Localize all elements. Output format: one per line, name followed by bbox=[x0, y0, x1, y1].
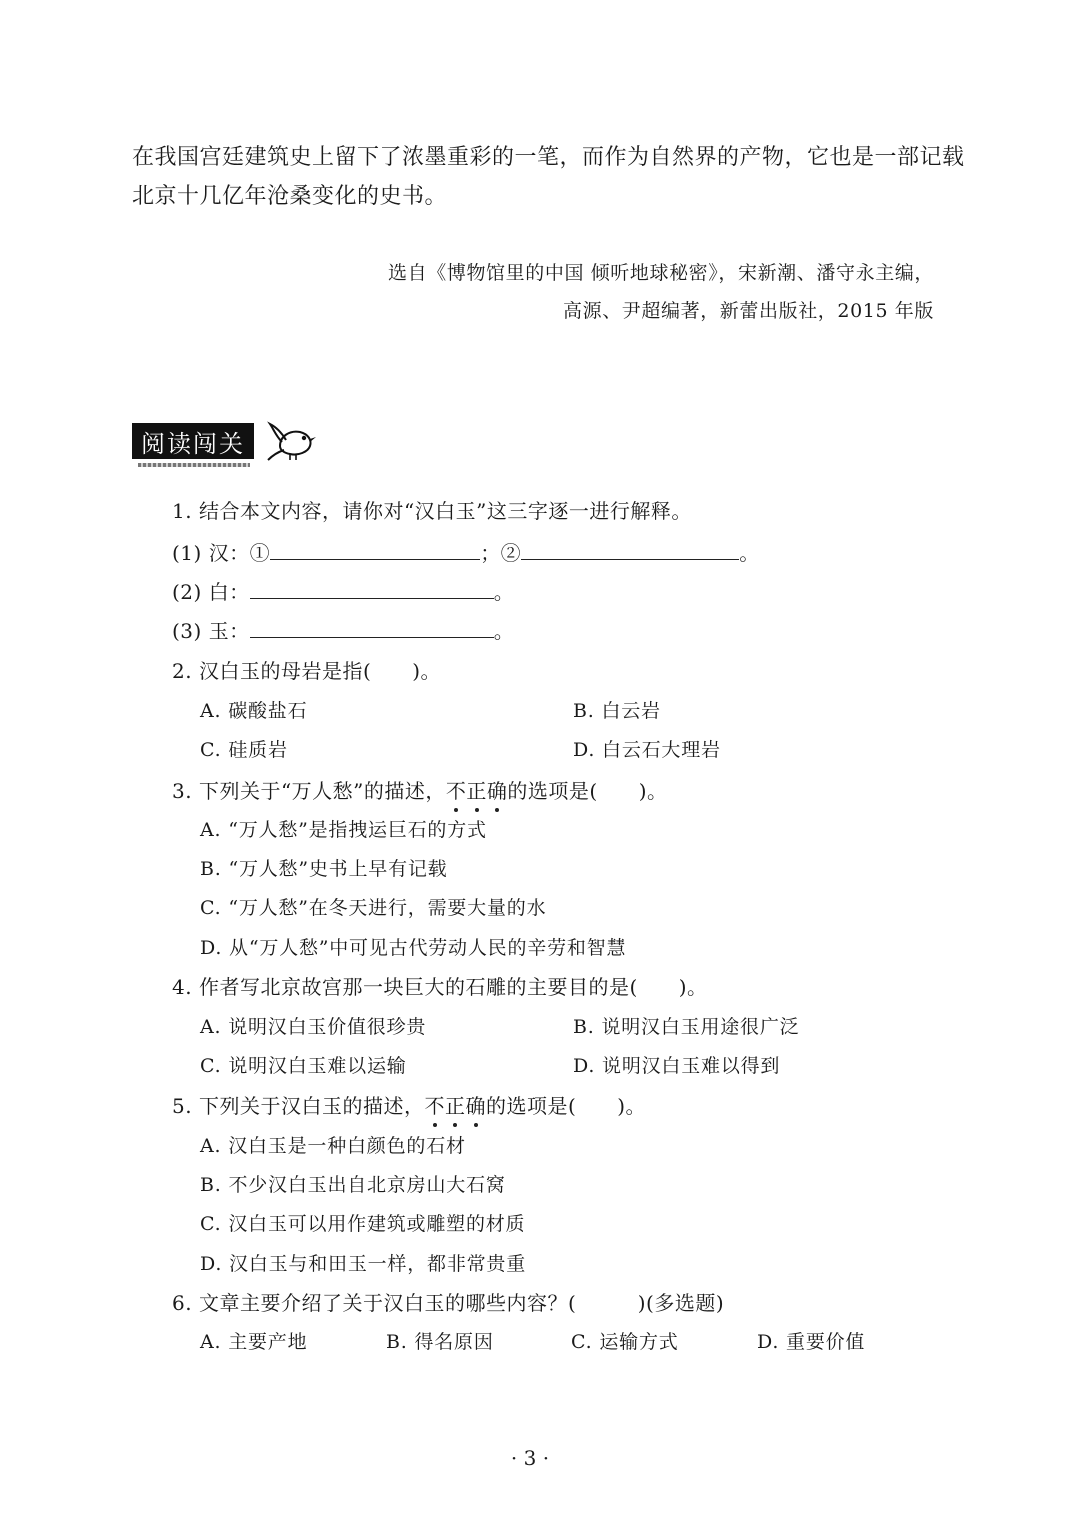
q6-option-a[interactable]: A. 主要产地 bbox=[200, 1331, 308, 1353]
q1-sub2-end: 。 bbox=[493, 580, 515, 604]
q3-emphasis-char-3: 确 bbox=[487, 775, 508, 804]
q1-sub1-label: (1) 汉：① bbox=[172, 541, 271, 565]
q5-stem-post: 的选项是( )。 bbox=[485, 1094, 647, 1118]
q1-stem: 1. 结合本文内容，请你对“汉白玉”这三字逐一进行解释。 bbox=[172, 499, 692, 523]
q5-emphasis-char-1: 不 bbox=[424, 1090, 445, 1119]
passage-line-2: 北京十几亿年沧桑变化的史书。 bbox=[132, 184, 448, 209]
q4-option-c[interactable]: C. 说明汉白玉难以运输 bbox=[200, 1055, 407, 1077]
q6-option-c[interactable]: C. 运输方式 bbox=[571, 1331, 679, 1353]
q6-stem: 6. 文章主要介绍了关于汉白玉的哪些内容？( )(多选题) bbox=[172, 1291, 725, 1315]
q4-option-a[interactable]: A. 说明汉白玉价值很珍贵 bbox=[200, 1016, 427, 1038]
q4-option-b[interactable]: B. 说明汉白玉用途很广泛 bbox=[573, 1016, 800, 1038]
q1-sub3-end: 。 bbox=[493, 619, 515, 643]
passage-line-1: 在我国宫廷建筑史上留下了浓墨重彩的一笔，而作为自然界的产物，它也是一部记载 bbox=[132, 145, 965, 170]
q5-emphasis-char-2: 正 bbox=[445, 1090, 466, 1119]
q1-sub1 bbox=[172, 537, 760, 566]
q1-sub1-sep: ；② bbox=[480, 541, 522, 565]
q1-answer-blank-1[interactable] bbox=[270, 537, 480, 560]
section-title: 阅读闯关 bbox=[132, 423, 254, 459]
q3-option-a[interactable]: A. “万人愁”是指拽运巨石的方式 bbox=[200, 819, 487, 841]
q5-option-b[interactable]: B. 不少汉白玉出自北京房山大石窝 bbox=[200, 1174, 506, 1196]
q4-stem: 4. 作者写北京故宫那一块巨大的石雕的主要目的是( )。 bbox=[172, 975, 708, 999]
q6-option-d[interactable]: D. 重要价值 bbox=[757, 1331, 866, 1353]
q4-option-d[interactable]: D. 说明汉白玉难以得到 bbox=[573, 1055, 781, 1077]
q5-option-a[interactable]: A. 汉白玉是一种白颜色的石材 bbox=[200, 1135, 466, 1157]
q5-option-c[interactable]: C. 汉白玉可以用作建筑或雕塑的材质 bbox=[200, 1213, 526, 1235]
source-line-1: 选自《博物馆里的中国 倾听地球秘密》，宋新潮、潘守永主编， bbox=[388, 262, 934, 284]
q3-option-d[interactable]: D. 从“万人愁”中可见古代劳动人民的辛劳和智慧 bbox=[200, 937, 627, 959]
q3-stem-post: 的选项是( )。 bbox=[507, 779, 668, 803]
q3-stem bbox=[172, 775, 668, 804]
q1-answer-blank-2[interactable] bbox=[521, 537, 739, 560]
q1-sub3 bbox=[172, 615, 514, 644]
q5-option-d[interactable]: D. 汉白玉与和田玉一样，都非常贵重 bbox=[200, 1253, 527, 1275]
q1-sub2 bbox=[172, 576, 514, 605]
page-number: · 3 · bbox=[510, 1446, 550, 1470]
q1-answer-blank-3[interactable] bbox=[250, 576, 494, 599]
q5-stem-pre: 5. 下列关于汉白玉的描述， bbox=[172, 1094, 425, 1118]
section-title-underline bbox=[138, 463, 250, 467]
q2-option-b[interactable]: B. 白云岩 bbox=[573, 700, 661, 722]
source-line-2: 高源、尹超编著，新蕾出版社，2015 年版 bbox=[563, 300, 934, 322]
q1-sub1-end: 。 bbox=[739, 541, 760, 565]
q5-stem bbox=[172, 1090, 646, 1119]
q3-stem-pre: 3. 下列关于“万人愁”的描述， bbox=[172, 779, 446, 803]
q3-option-c[interactable]: C. “万人愁”在冬天进行，需要大量的水 bbox=[200, 897, 547, 919]
q1-sub3-label: (3) 玉： bbox=[172, 619, 250, 643]
q2-option-c[interactable]: C. 硅质岩 bbox=[200, 739, 288, 761]
q3-emphasis-char-1: 不 bbox=[446, 775, 467, 804]
q1-answer-blank-4[interactable] bbox=[250, 615, 494, 638]
bird-icon bbox=[266, 418, 318, 464]
q2-option-d[interactable]: D. 白云石大理岩 bbox=[573, 739, 721, 761]
q6-option-b[interactable]: B. 得名原因 bbox=[386, 1331, 494, 1353]
q2-option-a[interactable]: A. 碳酸盐石 bbox=[200, 700, 308, 722]
q5-emphasis-char-3: 确 bbox=[465, 1090, 486, 1119]
q3-option-b[interactable]: B. “万人愁”史书上早有记载 bbox=[200, 858, 448, 880]
q3-emphasis-char-2: 正 bbox=[466, 775, 487, 804]
q1-sub2-label: (2) 白： bbox=[172, 580, 250, 604]
q2-stem: 2. 汉白玉的母岩是指( )。 bbox=[172, 659, 442, 683]
